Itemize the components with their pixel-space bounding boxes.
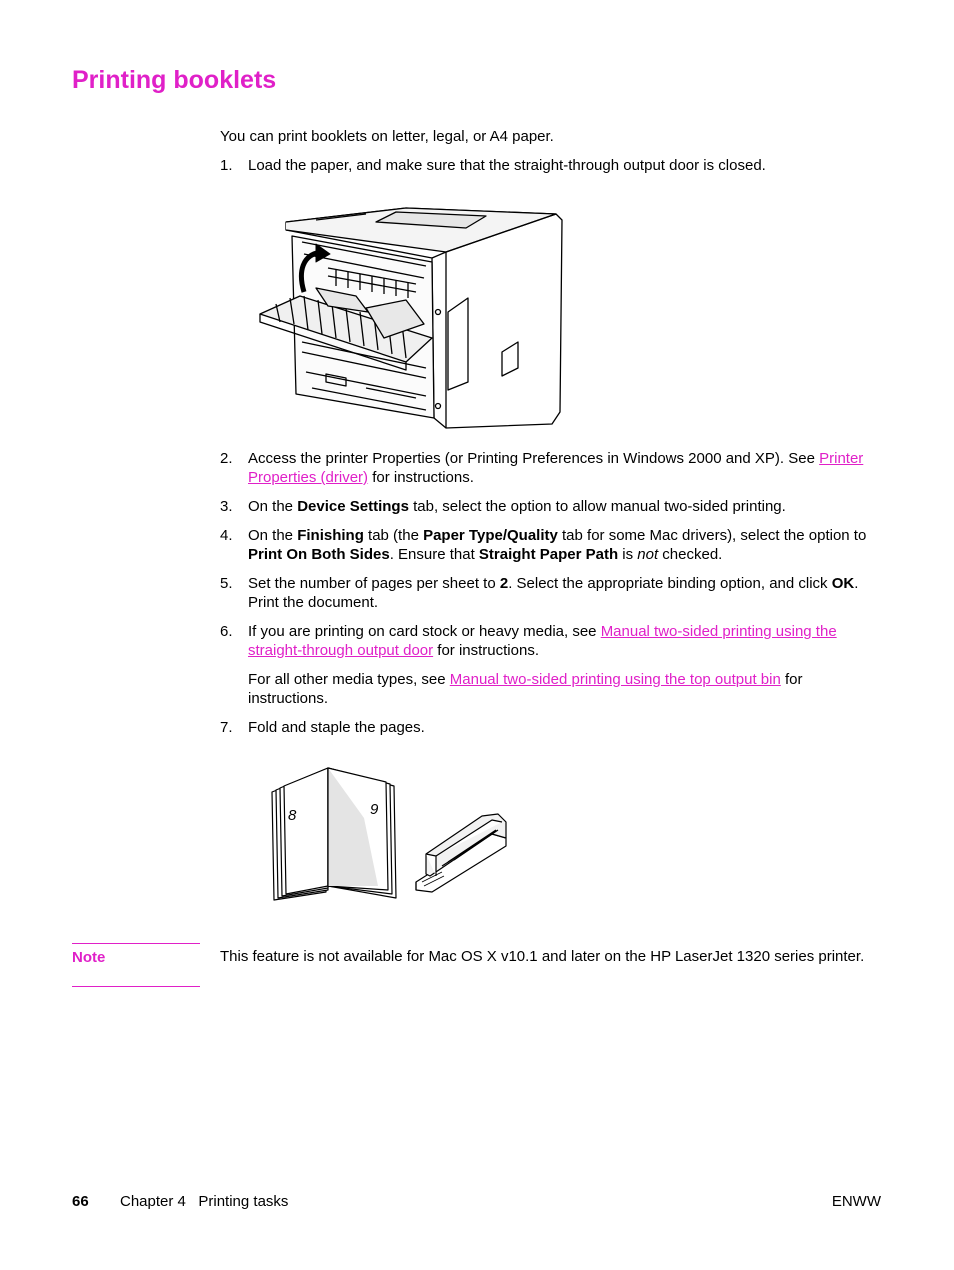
step-text: On the Device Settings tab, select the option to allow manual two-sided printing. [248,498,786,515]
booklet-left-page-number: 8 [288,807,297,824]
printer-properties-link[interactable]: Printer Properties (driver) [248,450,864,486]
step-text: For all other media types, see Manual two-sided printing using the top output bin for instructions. [248,671,803,707]
step-number: 5. [220,575,233,592]
note-label: Note [72,949,106,966]
step-number: 2. [220,450,233,467]
note-rule-top [72,943,200,944]
step-number: 1. [220,157,233,174]
note-text: This feature is not available for Mac OS X v10.1 and later on the HP LaserJet 1320 series printer. [220,948,865,965]
step-number: 6. [220,623,233,640]
straight-through-door-link[interactable]: Manual two-sided printing using the straight-through output door [248,623,837,659]
step-text: Fold and staple the pages. [248,719,425,736]
page-title: Printing booklets [72,66,277,94]
footer-page-number: 66 [72,1193,89,1210]
step-number: 7. [220,719,233,736]
step-text: If you are printing on card stock or heavy media, see Manual two-sided printing using the straight-through output door for instructions. [248,623,837,659]
step-text: Access the printer Properties (or Printing Preferences in Windows 2000 and XP). See Printer Properties (driver) for instructions. [248,450,864,486]
intro-paragraph: You can print booklets on letter, legal, or A4 paper. [220,128,554,145]
step-number: 4. [220,527,233,544]
step-text: Set the number of pages per sheet to 2. Select the appropriate binding option, and click OK. Print the document. [248,575,859,611]
footer-code: ENWW [831,1193,881,1210]
top-output-bin-link[interactable]: Manual two-sided printing using the top output bin [449,671,781,688]
step-number: 3. [220,498,233,515]
stapler-icon [416,814,506,892]
step-text: On the Finishing tab (the Paper Type/Quality tab for some Mac drivers), select the option to Print On Both Sides. Ensure that Straight Paper Path is not checked. [248,527,867,563]
printer-rear-door-illustration [256,192,568,432]
booklet-stapler-illustration [266,764,514,910]
booklet-right-page-number: 9 [370,801,379,818]
step-text: Load the paper, and make sure that the straight-through output door is closed. [248,157,766,174]
note-rule-bottom [72,986,200,987]
footer-chapter: Chapter 4 Printing tasks [120,1193,289,1210]
